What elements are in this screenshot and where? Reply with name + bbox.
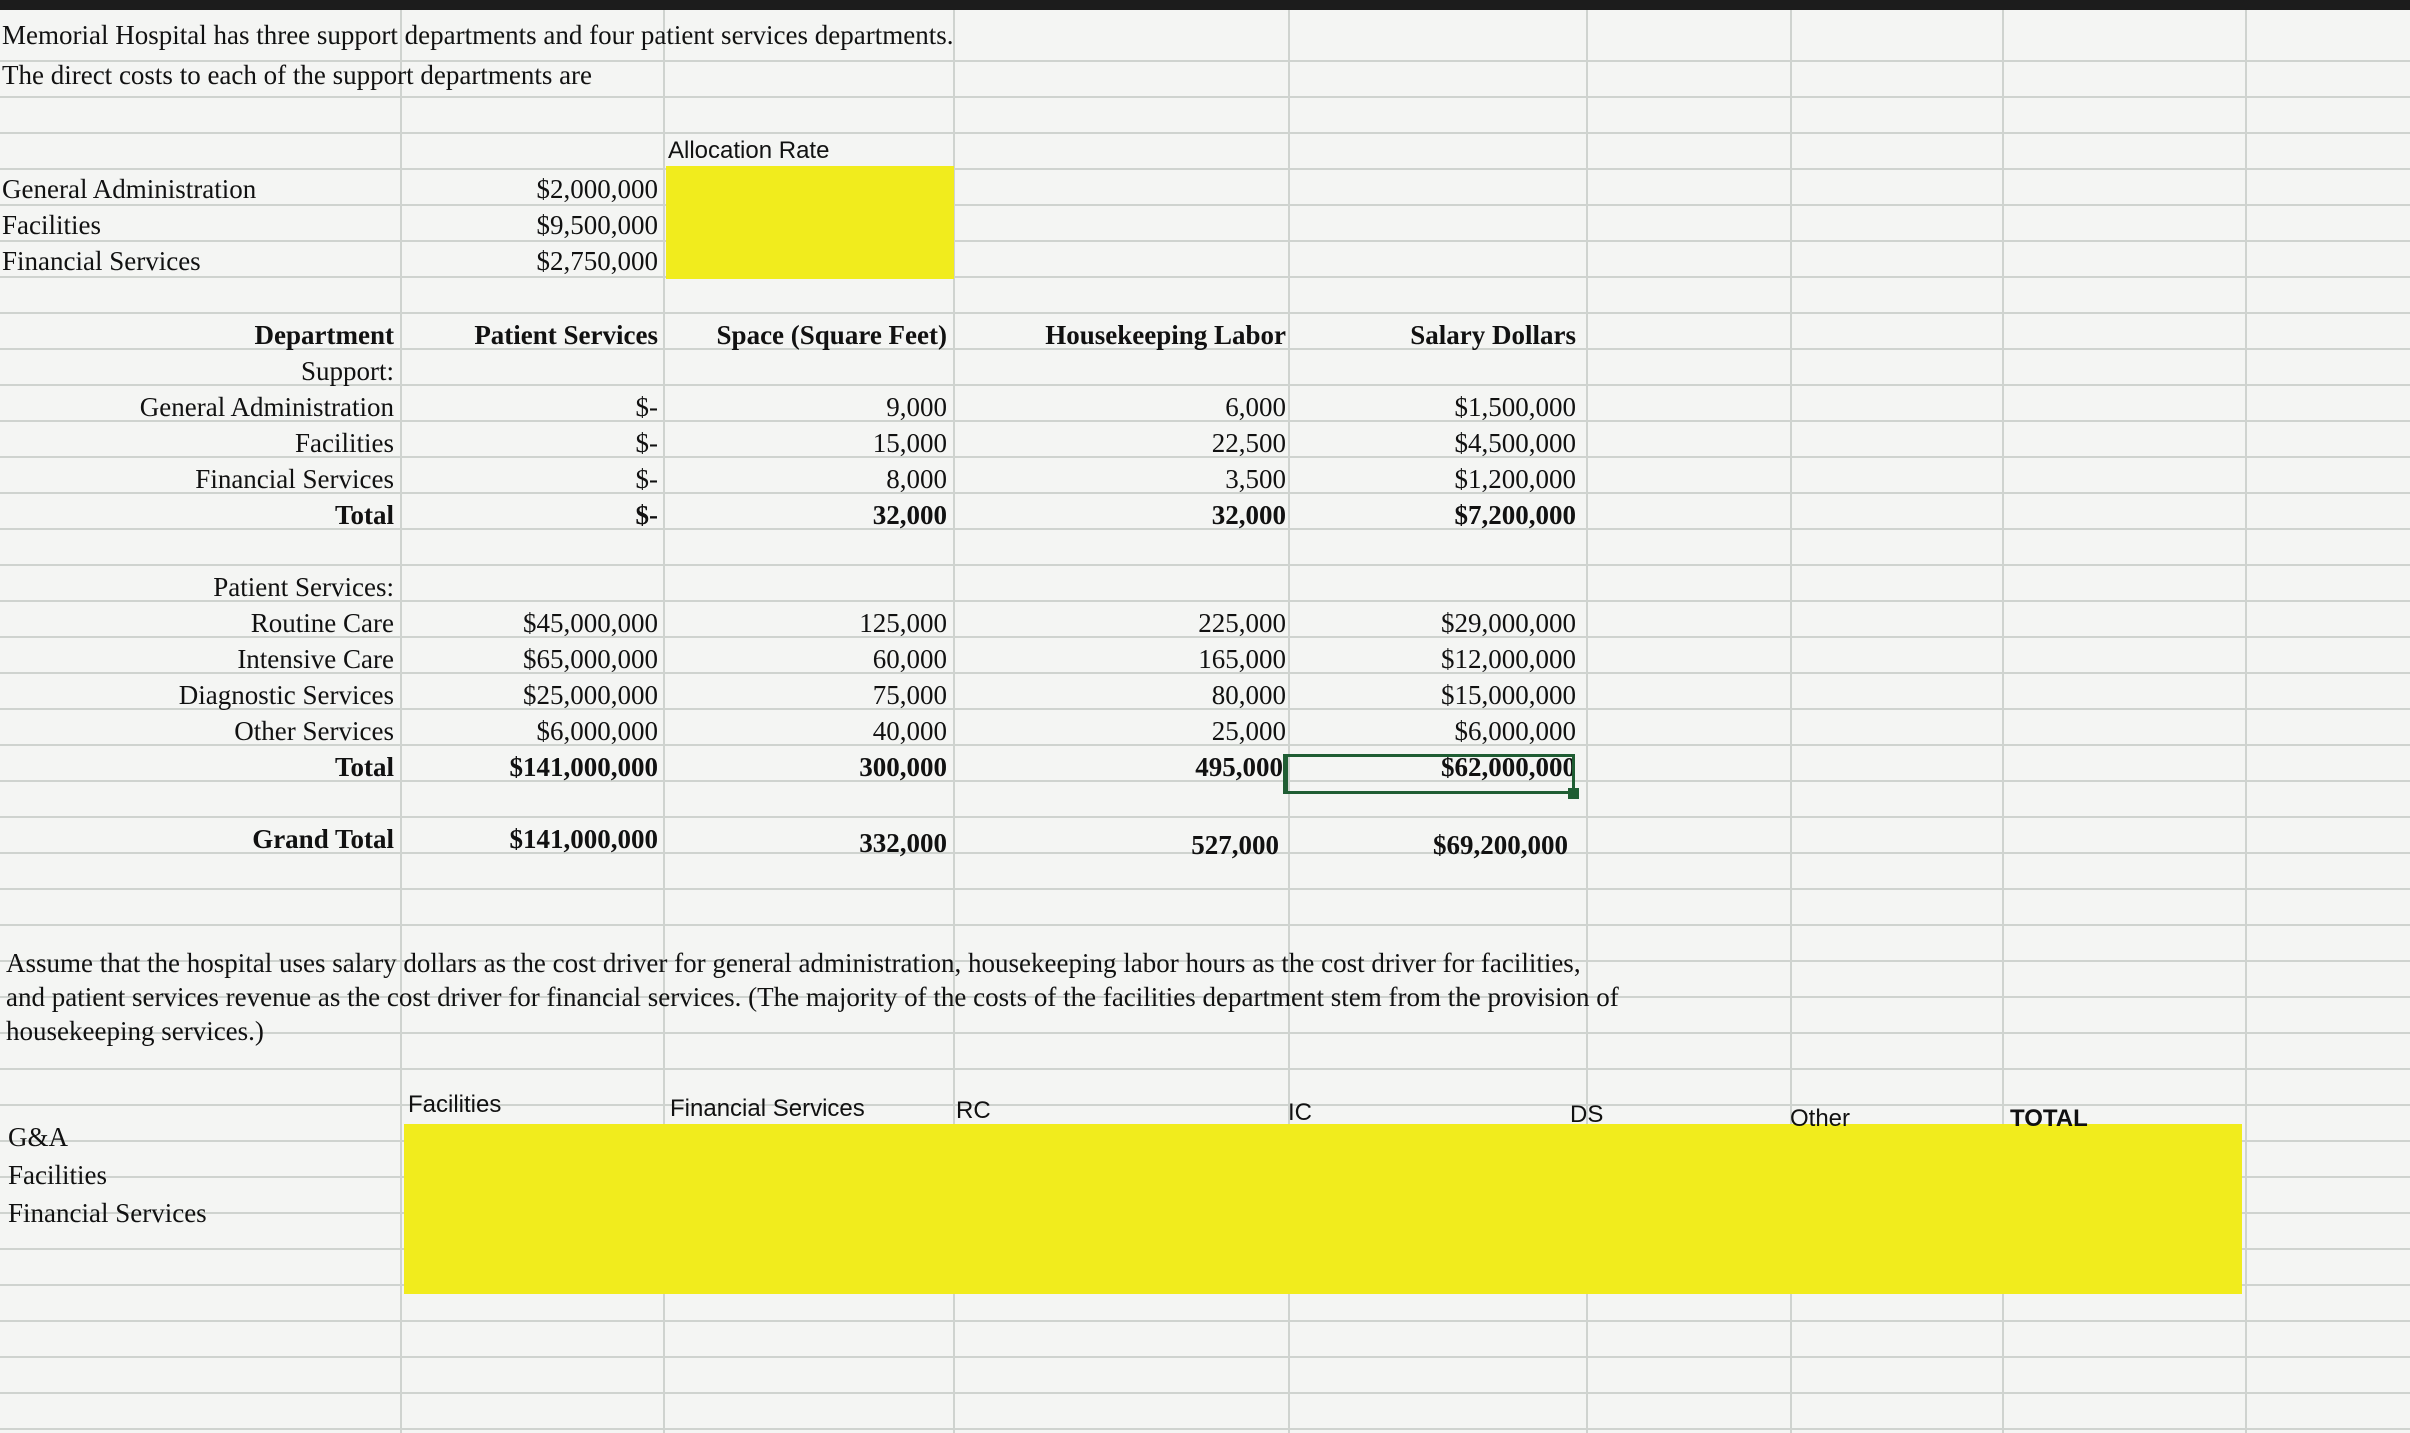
support-row-space: 15,000: [872, 428, 947, 458]
patient-row-label: Intensive Care: [237, 644, 394, 674]
assumption-line-3: housekeeping services.): [6, 1016, 264, 1046]
patient-total-space: 300,000: [859, 752, 947, 782]
alloc-header-other: Other: [1790, 1105, 1851, 1132]
header-salary: Salary Dollars: [1410, 320, 1576, 350]
row-line: [0, 168, 2410, 170]
fill-handle[interactable]: [1568, 788, 1579, 799]
row-line: [0, 1320, 2410, 1322]
patient-row-space: 125,000: [859, 608, 947, 638]
grand-total-space: 332,000: [859, 828, 947, 858]
support-row-label: General Administration: [139, 392, 394, 422]
direct-cost-value-financial: $2,750,000: [536, 246, 658, 276]
support-row-space: 8,000: [886, 464, 947, 494]
assumption-paragraph: [6, 946, 1619, 1048]
intro-line-1: Memorial Hospital has three support departments and four patient services departments.: [2, 20, 954, 50]
adjacent-cell-border: [1283, 754, 1289, 794]
header-patient-services: Patient Services: [474, 320, 658, 350]
patient-services-label: Patient Services:: [213, 572, 394, 602]
patient-row-salary: $12,000,000: [1441, 644, 1576, 674]
support-row-ps: $-: [635, 464, 658, 494]
patient-row-space: 40,000: [872, 716, 947, 746]
patient-row-salary: $6,000,000: [1454, 716, 1576, 746]
row-line: [0, 1068, 2410, 1070]
patient-total-housekeeping: 495,000: [1195, 752, 1283, 782]
support-total-space: 32,000: [872, 500, 947, 530]
support-row-ps: $-: [635, 392, 658, 422]
patient-total-ps: $141,000,000: [509, 752, 658, 782]
patient-row-ps: $65,000,000: [523, 644, 658, 674]
support-row-housekeeping: 3,500: [1225, 464, 1286, 494]
alloc-row-facilities: Facilities: [8, 1160, 107, 1190]
alloc-header-ic: IC: [1288, 1099, 1312, 1126]
patient-row-housekeeping: 25,000: [1211, 716, 1286, 746]
patient-row-housekeeping: 165,000: [1198, 644, 1286, 674]
allocation-rate-highlight[interactable]: [666, 166, 954, 279]
row-line: [0, 816, 2410, 818]
patient-row-ps: $25,000,000: [523, 680, 658, 710]
patient-row-ps: $45,000,000: [523, 608, 658, 638]
patient-total-salary: $62,000,000: [1441, 752, 1576, 782]
patient-row-housekeeping: 225,000: [1198, 608, 1286, 638]
direct-cost-label-ga: General Administration: [2, 174, 257, 204]
row-line: [0, 924, 2410, 926]
row-line: [0, 312, 2410, 314]
support-total-label: Total: [334, 500, 394, 530]
row-line: [0, 564, 2410, 566]
row-line: [0, 1392, 2410, 1394]
alloc-row-financial-services: Financial Services: [8, 1198, 207, 1228]
grand-total-label: Grand Total: [252, 824, 394, 854]
row-line: [0, 204, 2410, 206]
allocation-table-highlight[interactable]: [404, 1124, 2242, 1294]
support-row-label: Facilities: [295, 428, 394, 458]
row-line: [0, 96, 2410, 98]
intro-line-2: The direct costs to each of the support departments are: [2, 60, 593, 90]
support-total-housekeeping: 32,000: [1211, 500, 1286, 530]
top-bar: [0, 0, 2410, 10]
grand-total-salary: $69,200,000: [1433, 830, 1568, 860]
row-line: [0, 1356, 2410, 1358]
direct-cost-value-facilities: $9,500,000: [536, 210, 658, 240]
row-line: [0, 888, 2410, 890]
support-row-ps: $-: [635, 428, 658, 458]
patient-row-space: 75,000: [872, 680, 947, 710]
row-line: [0, 240, 2410, 242]
grand-total-housekeeping: 527,000: [1191, 830, 1279, 860]
header-space: Space (Square Feet): [716, 320, 947, 350]
support-row-salary: $4,500,000: [1454, 428, 1576, 458]
support-row-label: Financial Services: [195, 464, 394, 494]
patient-row-salary: $29,000,000: [1441, 608, 1576, 638]
assumption-line-2: and patient services revenue as the cost driver for financial services. (The majority of the costs of the facilities department stem from the provision of: [6, 982, 1619, 1012]
header-department: Department: [254, 320, 394, 350]
alloc-header-rc: RC: [956, 1097, 991, 1124]
patient-row-label: Other Services: [234, 716, 394, 746]
alloc-header-facilities: Facilities: [408, 1091, 502, 1118]
patient-row-ps: $6,000,000: [536, 716, 658, 746]
support-total-salary: $7,200,000: [1454, 500, 1576, 530]
support-row-housekeeping: 6,000: [1225, 392, 1286, 422]
support-label: Support:: [300, 356, 394, 386]
patient-row-space: 60,000: [872, 644, 947, 674]
direct-cost-label-facilities: Facilities: [2, 210, 101, 240]
direct-cost-value-ga: $2,000,000: [536, 174, 658, 204]
support-row-salary: $1,200,000: [1454, 464, 1576, 494]
alloc-header-total: TOTAL: [2010, 1105, 2088, 1132]
allocation-rate-label: Allocation Rate: [668, 137, 830, 164]
support-total-ps: $-: [635, 500, 658, 530]
row-line: [0, 132, 2410, 134]
patient-total-label: Total: [334, 752, 394, 782]
direct-cost-label-financial: Financial Services: [2, 246, 201, 276]
alloc-row-ga: G&A: [8, 1122, 68, 1152]
alloc-header-financial-services: Financial Services: [670, 1095, 865, 1122]
grand-total-ps: $141,000,000: [509, 824, 658, 854]
column-line: [2245, 10, 2247, 1433]
row-line: [0, 1428, 2410, 1430]
header-housekeeping: Housekeeping Labor: [1045, 320, 1286, 350]
patient-row-label: Routine Care: [250, 608, 394, 638]
patient-row-label: Diagnostic Services: [178, 680, 394, 710]
row-line: [0, 276, 2410, 278]
assumption-line-1: Assume that the hospital uses salary dollars as the cost driver for general administration, housekeeping labor hours as the cost driver for facilities,: [6, 948, 1581, 978]
support-row-space: 9,000: [886, 392, 947, 422]
alloc-header-ds: DS: [1570, 1101, 1604, 1128]
selected-cell-outline[interactable]: [1285, 754, 1575, 794]
patient-row-housekeeping: 80,000: [1211, 680, 1286, 710]
support-row-housekeeping: 22,500: [1211, 428, 1286, 458]
support-row-salary: $1,500,000: [1454, 392, 1576, 422]
patient-row-salary: $15,000,000: [1441, 680, 1576, 710]
